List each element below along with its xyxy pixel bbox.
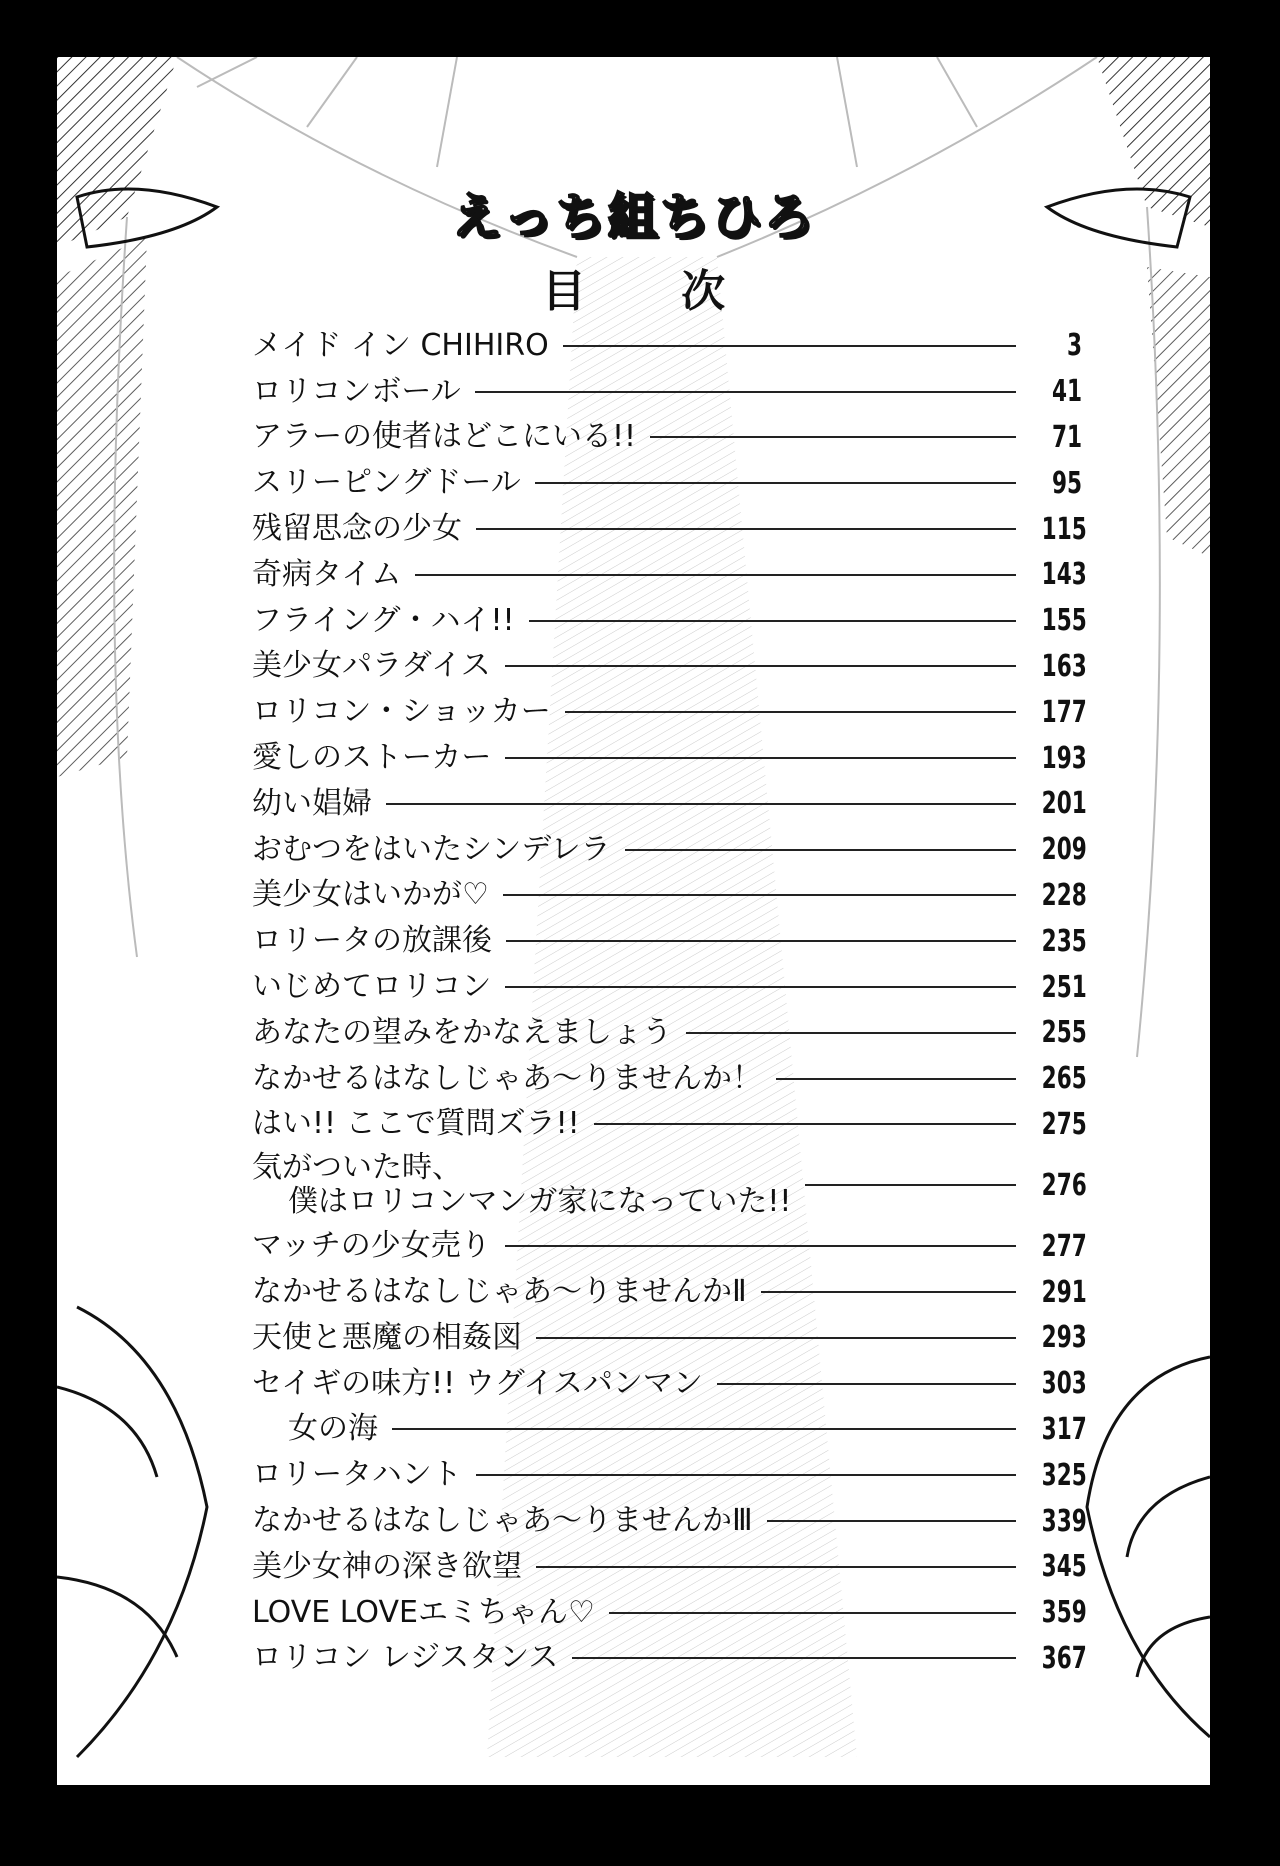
leader-line <box>415 574 1016 576</box>
leader-line <box>650 436 1016 438</box>
entry-title <box>252 695 551 729</box>
toc-entry[interactable] <box>252 689 1087 735</box>
toc-entry[interactable] <box>252 1269 1087 1315</box>
entry-title-text: ロリータの放課後 <box>252 923 492 959</box>
leader-line <box>505 1245 1016 1247</box>
toc-entry[interactable] <box>252 1223 1087 1269</box>
toc-entry[interactable] <box>252 1010 1087 1056</box>
toc-entry[interactable] <box>252 460 1082 506</box>
entry-page-number: 255 <box>1041 1015 1087 1051</box>
entry-title-text: マッチの少女売り <box>252 1228 491 1264</box>
entry-title <box>252 1458 462 1492</box>
entry-title-text: セイギの味方!! ウグイスパンマン <box>252 1365 703 1401</box>
toc-entry[interactable] <box>252 781 1087 827</box>
leader-line <box>776 1078 1016 1080</box>
entry-page-number: 275 <box>1041 1106 1087 1142</box>
entry-title-text: メイド イン CHIHIRO <box>252 327 549 363</box>
leader-line <box>535 482 1016 484</box>
toc-entry[interactable] <box>252 506 1087 552</box>
leader-line <box>505 986 1016 988</box>
entry-title-text: 女の海 <box>288 1411 378 1447</box>
entry-title-text: LOVE LOVEエミちゃん♡ <box>252 1594 595 1630</box>
entry-page-number: 345 <box>1041 1549 1087 1585</box>
entry-title <box>252 787 372 821</box>
leader-line <box>565 711 1016 713</box>
entry-title-text: スリーピングドール <box>252 465 521 501</box>
entry-page-number: 276 <box>1041 1167 1087 1203</box>
entry-title <box>252 1596 595 1630</box>
entry-title <box>252 1504 753 1538</box>
entry-title-line2: 僕はロリコンマンガ家になっていた!! <box>288 1184 792 1220</box>
toc-entry[interactable] <box>252 918 1087 964</box>
entry-title-text: 天使と悪魔の相姦図 <box>252 1319 522 1355</box>
entry-title <box>252 878 489 912</box>
toc-entry[interactable] <box>252 1056 1087 1102</box>
entry-page-number: 325 <box>1041 1457 1087 1493</box>
entry-title-text: あなたの望みをかなえましょう <box>252 1014 672 1050</box>
toc-entry[interactable] <box>252 369 1082 415</box>
entry-title <box>252 833 611 867</box>
toc-list <box>252 323 1087 1681</box>
leader-line <box>503 894 1016 896</box>
toc-entry[interactable] <box>252 827 1087 873</box>
entry-title-text: なかせるはなしじゃあ〜りませんか！ <box>252 1060 762 1096</box>
entry-title <box>252 1062 762 1096</box>
toc-entry[interactable] <box>252 323 1082 369</box>
entry-title-text: はい!! ここで質問ズラ!! <box>252 1106 580 1142</box>
entry-page-number: 235 <box>1041 923 1087 959</box>
entry-page-number: 265 <box>1041 1061 1087 1097</box>
entry-page-number: 228 <box>1041 877 1087 913</box>
toc-entry[interactable] <box>252 735 1087 781</box>
toc-entry[interactable] <box>252 1590 1087 1636</box>
toc-heading: 目 次 <box>541 266 766 317</box>
toc-entry[interactable] <box>252 1147 1087 1223</box>
leader-line <box>505 665 1016 667</box>
entry-title <box>252 1016 672 1050</box>
entry-title <box>252 375 461 409</box>
entry-page-number: 339 <box>1041 1503 1087 1539</box>
entry-page-number: 251 <box>1041 969 1087 1005</box>
entry-title-text: ロリコン レジスタンス <box>252 1640 559 1676</box>
entry-title-text: いじめてロリコン <box>252 969 492 1005</box>
entry-title-text: 幼い娼婦 <box>252 785 372 821</box>
entry-title-text: 残留思念の少女 <box>252 511 462 547</box>
leader-line <box>475 391 1016 393</box>
toc-entry[interactable] <box>252 1498 1087 1544</box>
entry-title <box>252 604 515 638</box>
toc-entry[interactable] <box>252 1315 1087 1361</box>
book-title: えっち組ちひろ <box>451 188 816 246</box>
entry-title <box>252 512 462 546</box>
entry-page-number: 71 <box>1051 419 1082 455</box>
entry-page-number: 155 <box>1041 603 1087 639</box>
toc-entry[interactable] <box>252 644 1087 690</box>
entry-title-text: 愛しのストーカー <box>252 740 492 776</box>
entry-title-text: ロリコン・ショッカー <box>252 694 551 730</box>
entry-page-number: 359 <box>1041 1595 1087 1631</box>
leader-line <box>563 345 1016 347</box>
entry-title <box>252 1151 791 1219</box>
entry-page-number: 367 <box>1041 1640 1087 1676</box>
entry-title <box>252 1275 747 1309</box>
leader-line <box>572 1657 1016 1659</box>
leader-line <box>805 1184 1016 1186</box>
entry-page-number: 209 <box>1041 832 1087 868</box>
leader-line <box>505 757 1016 759</box>
entry-title-text: おむつをはいたシンデレラ <box>252 831 611 867</box>
entry-title <box>252 649 491 683</box>
leader-line <box>609 1612 1016 1614</box>
toc-entry[interactable] <box>252 1361 1087 1407</box>
entry-title-text: 美少女神の深き欲望 <box>252 1548 522 1584</box>
entry-page-number: 193 <box>1041 740 1087 776</box>
toc-entry[interactable] <box>252 552 1087 598</box>
entry-title <box>252 466 521 500</box>
toc-entry[interactable] <box>252 1544 1087 1590</box>
entry-title <box>252 1367 703 1401</box>
entry-page-number: 317 <box>1041 1411 1087 1447</box>
toc-entry[interactable] <box>252 1102 1087 1148</box>
leader-line <box>761 1291 1016 1293</box>
leader-line <box>476 528 1016 530</box>
leader-line <box>536 1566 1016 1568</box>
toc-entry[interactable] <box>252 1636 1087 1682</box>
toc-entry[interactable] <box>252 1452 1087 1498</box>
entry-title-text: フライング・ハイ!! <box>252 602 515 638</box>
leader-line <box>506 940 1016 942</box>
entry-page-number: 41 <box>1051 374 1082 410</box>
entry-title <box>252 1229 491 1263</box>
entry-title-text: 気がついた時、 <box>252 1150 462 1186</box>
entry-page-number: 95 <box>1051 465 1082 501</box>
entry-title <box>252 1107 580 1141</box>
entry-page-number: 177 <box>1041 694 1087 730</box>
leader-line <box>625 849 1016 851</box>
entry-page-number: 201 <box>1041 786 1087 822</box>
leader-line <box>686 1032 1016 1034</box>
entry-title <box>252 924 492 958</box>
entry-page-number: 115 <box>1041 511 1087 547</box>
entry-title-text: ロリータハント <box>252 1457 462 1493</box>
entry-title <box>252 1412 378 1446</box>
entry-title-text: なかせるはなしじゃあ〜りませんかⅢ <box>252 1503 753 1539</box>
entry-title-text: 奇病タイム <box>252 556 402 592</box>
entry-page-number: 303 <box>1041 1366 1087 1402</box>
leader-line <box>476 1474 1016 1476</box>
entry-title <box>252 741 491 775</box>
toc-entry[interactable] <box>252 873 1087 919</box>
entry-page-number: 293 <box>1041 1320 1087 1356</box>
leader-line <box>386 803 1016 805</box>
entry-title <box>252 1550 522 1584</box>
entry-title-text: 美少女はいかが♡ <box>252 877 489 913</box>
entry-page-number: 143 <box>1041 557 1087 593</box>
entry-title-text: アラーの使者はどこにいる!! <box>252 419 637 455</box>
entry-title-text: ロリコンボール <box>252 373 461 409</box>
leader-line <box>392 1428 1016 1430</box>
entry-title <box>252 1321 522 1355</box>
entry-title-text: なかせるはなしじゃあ〜りませんかⅡ <box>252 1274 747 1310</box>
toc-entry[interactable] <box>252 598 1087 644</box>
entry-title <box>252 558 401 592</box>
toc-entry[interactable] <box>252 1407 1087 1453</box>
entry-page-number: 291 <box>1041 1274 1087 1310</box>
leader-line <box>717 1383 1016 1385</box>
entry-page-number: 163 <box>1041 648 1087 684</box>
leader-line <box>594 1123 1016 1125</box>
toc-entry[interactable] <box>252 964 1087 1010</box>
entry-title <box>252 1641 558 1675</box>
entry-page-number: 277 <box>1041 1228 1087 1264</box>
entry-title <box>252 970 491 1004</box>
leader-line <box>529 620 1016 622</box>
leader-line <box>767 1520 1016 1522</box>
entry-title-text: 美少女パラダイス <box>252 648 491 684</box>
entry-title <box>252 420 636 454</box>
entry-title <box>252 329 549 363</box>
leader-line <box>536 1337 1016 1339</box>
toc-entry[interactable] <box>252 415 1082 461</box>
entry-page-number: 3 <box>1066 328 1082 364</box>
toc-page <box>57 57 1210 1785</box>
